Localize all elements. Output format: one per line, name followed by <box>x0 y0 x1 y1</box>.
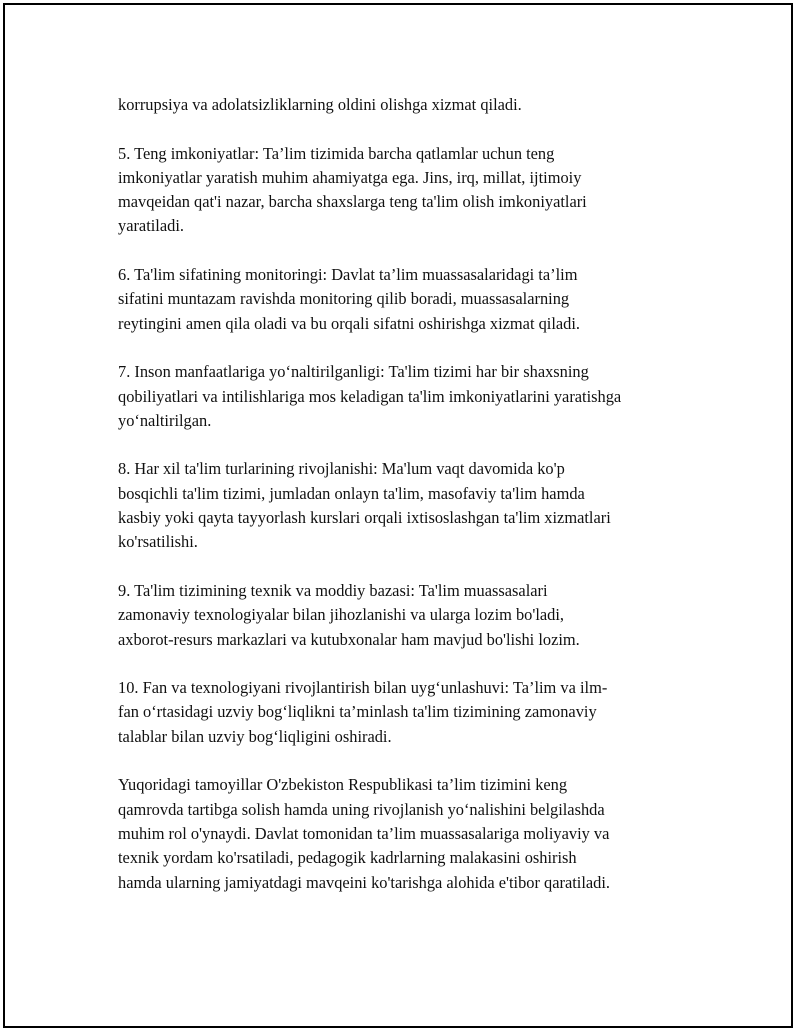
paragraph-intro-continuation: korrupsiya va adolatsizliklarning oldini olishga xizmat qiladi. <box>118 95 522 114</box>
paragraph-conclusion: Yuqoridagi tamoyillar O'zbekiston Respublikasi ta’lim tizimini keng qamrovda tartibga solish hamda uning rivojlanish yo‘nalishini belgilashda muhim rol o'ynaydi. Davlat tomonidan ta’lim muassasalariga moliyaviy va texnik yordam ko'rsatiladi, pedagogik kadrlarning malakasini oshirish hamda ularning jamiyatdagi mavqeini ko'tarishga alohida e'tibor qaratiladi. <box>118 775 611 892</box>
paragraph-principle-10: 10. Fan va texnologiyani rivojlantirish bilan uyg‘unlashuvi: Ta’lim va ilm- fan o‘rtasidagi uzviy bog‘liqlikni ta’minlash ta'lim tizimining zamonaviy talablar bilan uzviy bog‘liqligini oshiradi. <box>118 678 608 746</box>
paragraph-principle-9: 9. Ta'lim tizimining texnik va moddiy bazasi: Ta'lim muassasalari zamonaviy texnologiyalar bilan jihozlanishi va ularga lozim bo'ladi, axborot-resurs markazlari va kutubxonalar ham mavjud bo'lishi lozim. <box>118 580 580 649</box>
document-body <box>118 93 698 919</box>
paragraph-principle-7: 7. Inson manfaatlariga yo‘naltirilganligi: Ta'lim tizimi har bir shaxsning qobiliyatlari va intilishlariga mos keladigan ta'lim imkoniyatlarini yaratishga yo‘naltirilgan. <box>118 362 622 430</box>
paragraph-principle-8: 8. Har xil ta'lim turlarining rivojlanishi: Ma'lum vaqt davomida ko'p bosqichli ta'lim tizimi, jumladan onlayn ta'lim, masofaviy ta'lim hamda kasbiy yoki qayta tayyorlash kurslari orqali ixtisoslashgan ta'lim xizmatlari ko'rsatilishi. <box>118 459 611 552</box>
paragraph-principle-5: 5. Teng imkoniyatlar: Ta’lim tizimida barcha qatlamlar uchun teng imkoniyatlar yaratish muhim ahamiyatga ega. Jins, irq, millat, ijtimoiy mavqeidan qat'i nazar, barcha shaxslarga teng ta'lim olish imkoniyatlari yaratiladi. <box>118 143 587 236</box>
paragraph-principle-6: 6. Ta'lim sifatining monitoringi: Davlat ta’lim muassasalaridagi ta’lim sifatini muntazam ravishda monitoring qilib boradi, muassasalarning reytingini amen qila oladi va bu orqali sifatni oshirishga xizmat qiladi. <box>118 265 581 333</box>
